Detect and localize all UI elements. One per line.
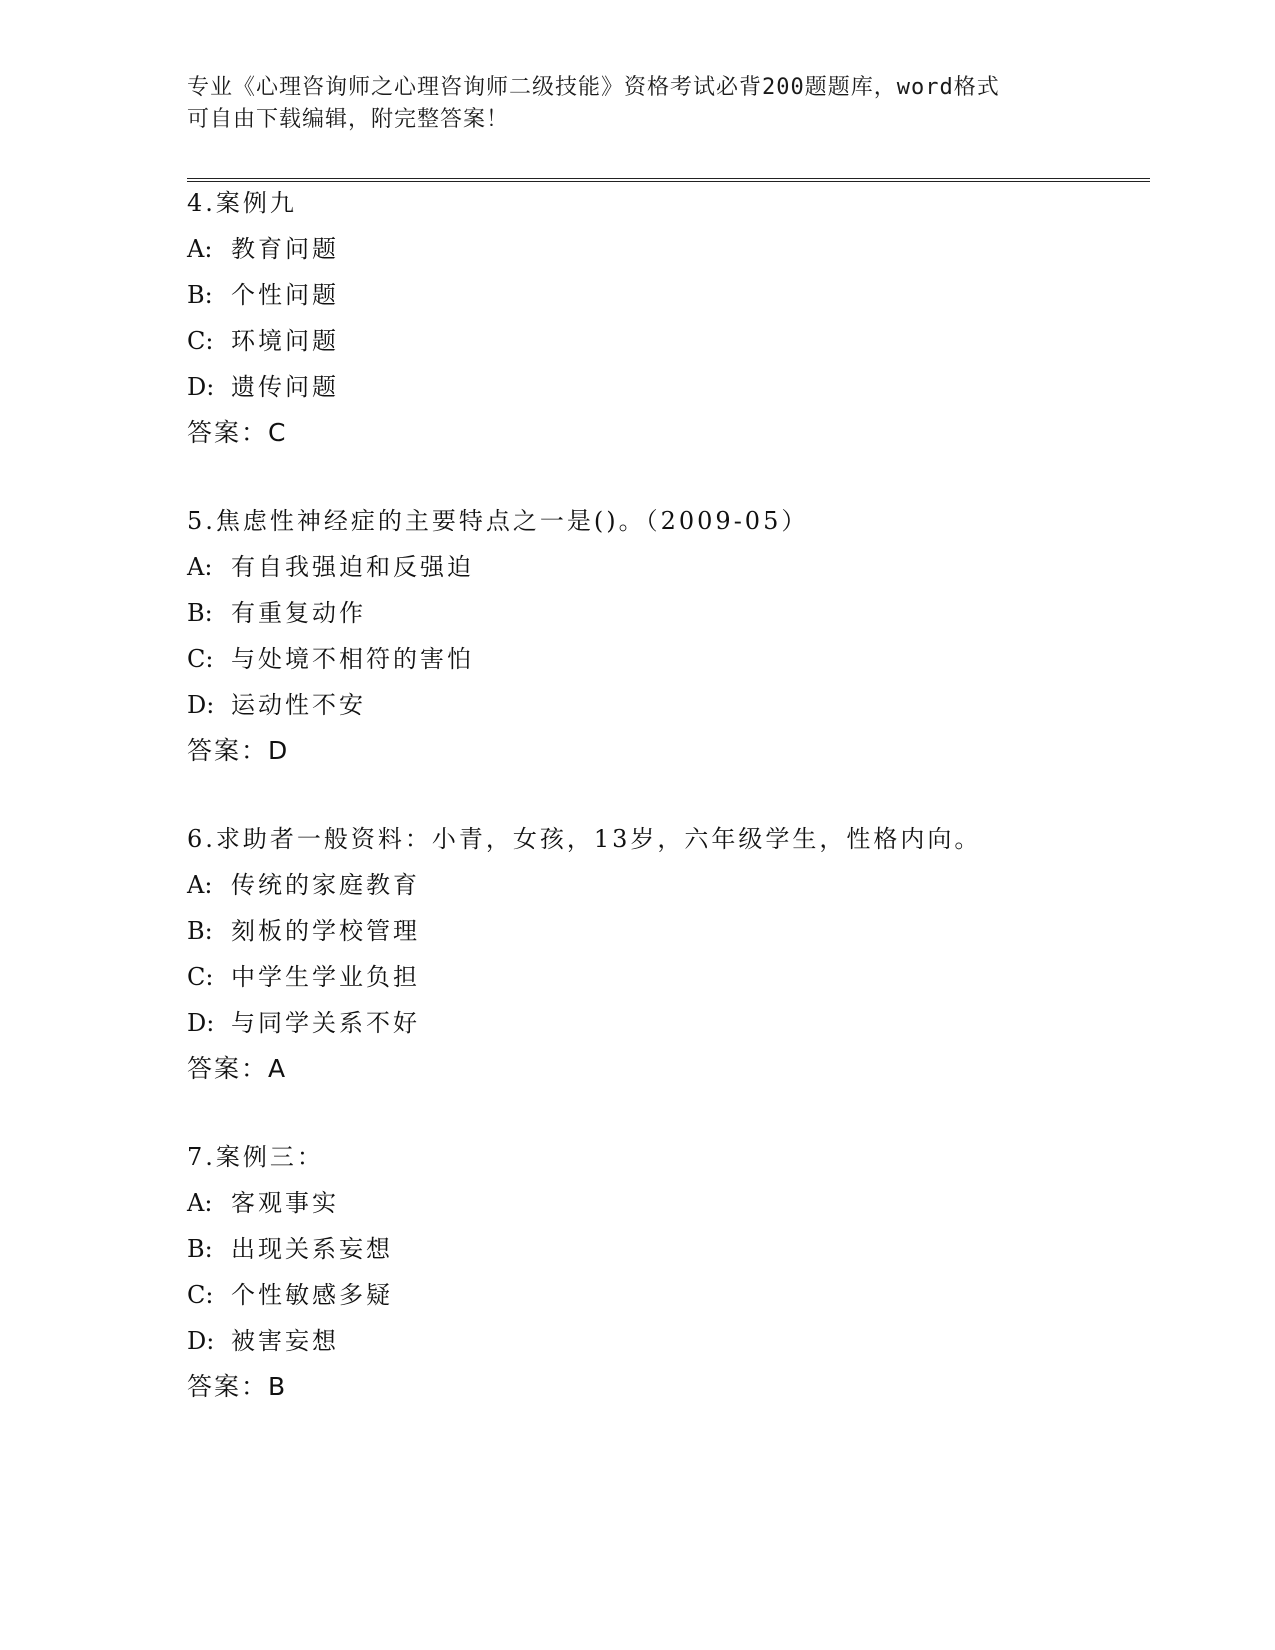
option-text: 传统的家庭教育 — [231, 871, 420, 899]
answer-line: 答案：A — [187, 1054, 288, 1083]
answer-line: 答案：C — [187, 418, 288, 447]
option-key: A: — [187, 871, 213, 899]
header-line-2: 可自由下载编辑，附完整答案！ — [187, 107, 510, 132]
option-key: A: — [187, 1189, 213, 1217]
question-5 — [187, 498, 1147, 774]
option-key: D: — [187, 1009, 215, 1037]
option-text: 个性问题 — [231, 281, 339, 309]
option-text: 有自我强迫和反强迫 — [231, 553, 474, 581]
option-a — [187, 226, 1147, 272]
option-key: A: — [187, 553, 213, 581]
answer-line: 答案：B — [187, 1372, 288, 1401]
option-text: 与同学关系不好 — [231, 1009, 420, 1037]
option-d — [187, 364, 1147, 410]
option-d — [187, 682, 1147, 728]
option-text: 出现关系妄想 — [231, 1235, 393, 1263]
question-title: 4.案例九 — [187, 189, 297, 217]
option-text: 个性敏感多疑 — [231, 1281, 393, 1309]
option-d — [187, 1000, 1147, 1046]
document-header — [187, 72, 1087, 136]
option-key: C: — [187, 963, 214, 991]
option-a — [187, 862, 1147, 908]
option-text: 中学生学业负担 — [231, 963, 420, 991]
answer-line: 答案：D — [187, 736, 290, 765]
option-text: 教育问题 — [231, 235, 339, 263]
option-key: A: — [187, 235, 213, 263]
question-title: 6.求助者一般资料：小青，女孩，13岁，六年级学生，性格内向。 — [187, 825, 982, 853]
question-6 — [187, 816, 1147, 1092]
option-text: 有重复动作 — [231, 599, 366, 627]
option-text: 被害妄想 — [231, 1327, 339, 1355]
option-d — [187, 1318, 1147, 1364]
option-key: D: — [187, 691, 215, 719]
option-text: 环境问题 — [231, 327, 339, 355]
option-c — [187, 636, 1147, 682]
option-a — [187, 1180, 1147, 1226]
option-key: C: — [187, 645, 214, 673]
option-c — [187, 954, 1147, 1000]
option-key: C: — [187, 327, 214, 355]
option-key: D: — [187, 1327, 215, 1355]
option-c — [187, 1272, 1147, 1318]
option-text: 与处境不相符的害怕 — [231, 645, 474, 673]
option-key: C: — [187, 1281, 214, 1309]
option-key: D: — [187, 373, 215, 401]
option-key: B: — [187, 917, 213, 945]
option-text: 刻板的学校管理 — [231, 917, 420, 945]
question-title: 7.案例三： — [187, 1143, 324, 1171]
option-key: B: — [187, 1235, 213, 1263]
option-b — [187, 272, 1147, 318]
question-7 — [187, 1134, 1147, 1410]
option-c — [187, 318, 1147, 364]
option-key: B: — [187, 599, 213, 627]
option-text: 遗传问题 — [231, 373, 339, 401]
question-4 — [187, 180, 1147, 456]
option-b — [187, 1226, 1147, 1272]
option-key: B: — [187, 281, 213, 309]
question-title: 5.焦虑性神经症的主要特点之一是()。（2009-05） — [187, 507, 809, 535]
option-text: 运动性不安 — [231, 691, 366, 719]
option-a — [187, 544, 1147, 590]
option-b — [187, 908, 1147, 954]
header-line-1: 专业《心理咨询师之心理咨询师二级技能》资格考试必背200题题库，word格式 — [187, 75, 1000, 100]
option-b — [187, 590, 1147, 636]
option-text: 客观事实 — [231, 1189, 339, 1217]
